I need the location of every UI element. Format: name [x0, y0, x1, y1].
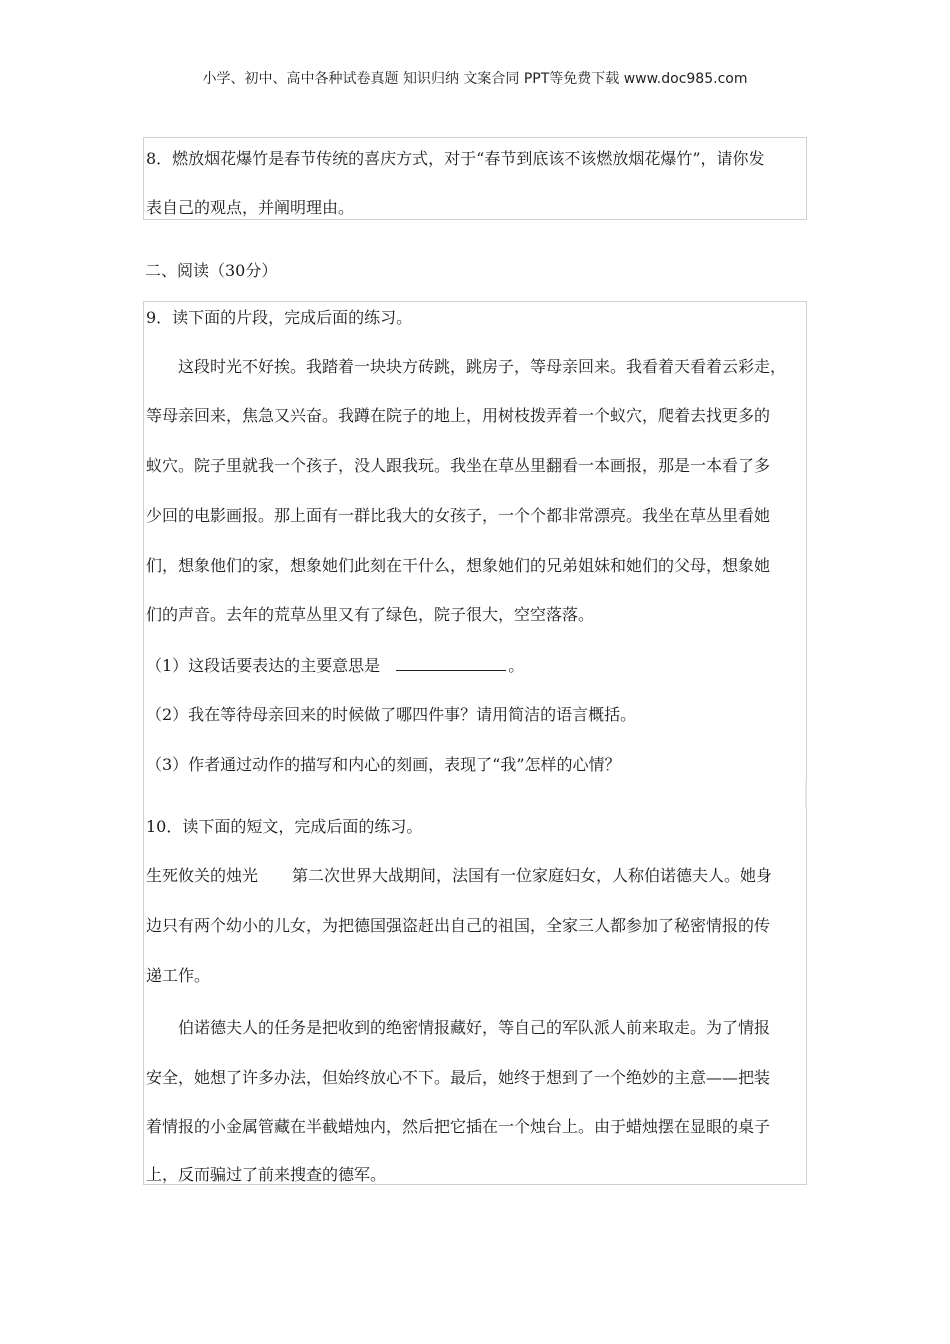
passage-line: 这段时光不好挨。我踏着一块块方砖跳，跳房子，等母亲回来。我看着天看着云彩走，	[178, 357, 787, 376]
question-8-line-1: 8．燃放烟花爆竹是春节传统的喜庆方式，对于“春节到底该不该燃放烟花爆竹”，请你发	[146, 149, 765, 168]
site-header: 小学、初中、高中各种试卷真题 知识归纳 文案合同 PPT等免费下载 www.doc985.com	[202, 71, 748, 87]
sub-question-1	[146, 656, 524, 676]
article-title: 生死攸关的烛光	[146, 866, 259, 885]
sub-question-1-end: 。	[508, 656, 525, 675]
sub-question-3: （3）作者通过动作的描写和内心的刻画，表现了“我”怎样的心情？	[146, 755, 621, 774]
passage-line: 蚁穴。院子里就我一个孩子，没人跟我玩。我坐在草丛里翻看一本画报，那是一本看了多	[146, 456, 771, 475]
answer-blank[interactable]	[396, 656, 506, 671]
article-line: 伯诺德夫人的任务是把收到的绝密情报藏好，等自己的军队派人前来取走。为了情报	[178, 1018, 771, 1037]
article-line: 递工作。	[146, 966, 211, 985]
article-first-line	[146, 866, 772, 886]
reading-box	[143, 301, 807, 1185]
question-10-intro: 10．读下面的短文，完成后面的练习。	[146, 817, 423, 836]
question-8-line-2: 表自己的观点，并阐明理由。	[146, 198, 355, 217]
sub-question-2: （2）我在等待母亲回来的时候做了哪四件事？请用简洁的语言概括。	[146, 705, 637, 724]
article-line: 边只有两个幼小的儿女，为把德国强盗赶出自己的祖国，全家三人都参加了秘密情报的传	[146, 916, 771, 935]
article-text: 第二次世界大战期间，法国有一位家庭妇女，人称伯诺德夫人。她身	[292, 866, 773, 885]
question-9-intro: 9．读下面的片段，完成后面的练习。	[146, 308, 413, 327]
scroll-mark	[805, 782, 807, 808]
article-line: 上，反而骗过了前来搜查的德军。	[146, 1165, 387, 1184]
passage-line: 少回的电影画报。那上面有一群比我大的女孩子，一个个都非常漂亮。我坐在草丛里看她	[146, 506, 771, 525]
passage-line: 等母亲回来，焦急又兴奋。我蹲在院子的地上，用树枝拨弄着一个蚁穴，爬着去找更多的	[146, 406, 771, 425]
article-line: 安全，她想了许多办法，但始终放心不下。最后，她终于想到了一个绝妙的主意——把装	[146, 1068, 771, 1087]
article-line: 着情报的小金属管藏在半截蜡烛内，然后把它插在一个烛台上。由于蜡烛摆在显眼的桌子	[146, 1117, 771, 1136]
passage-line: 们的声音。去年的荒草丛里又有了绿色，院子很大，空空落落。	[146, 605, 595, 624]
question-8-box	[143, 137, 807, 220]
sub-question-1-text: （1）这段话要表达的主要意思是	[146, 656, 381, 675]
section-title: 二、阅读（30分）	[145, 261, 278, 280]
passage-line: 们，想象他们的家，想象她们此刻在干什么，想象她们的兄弟姐妹和她们的父母，想象她	[146, 556, 771, 575]
